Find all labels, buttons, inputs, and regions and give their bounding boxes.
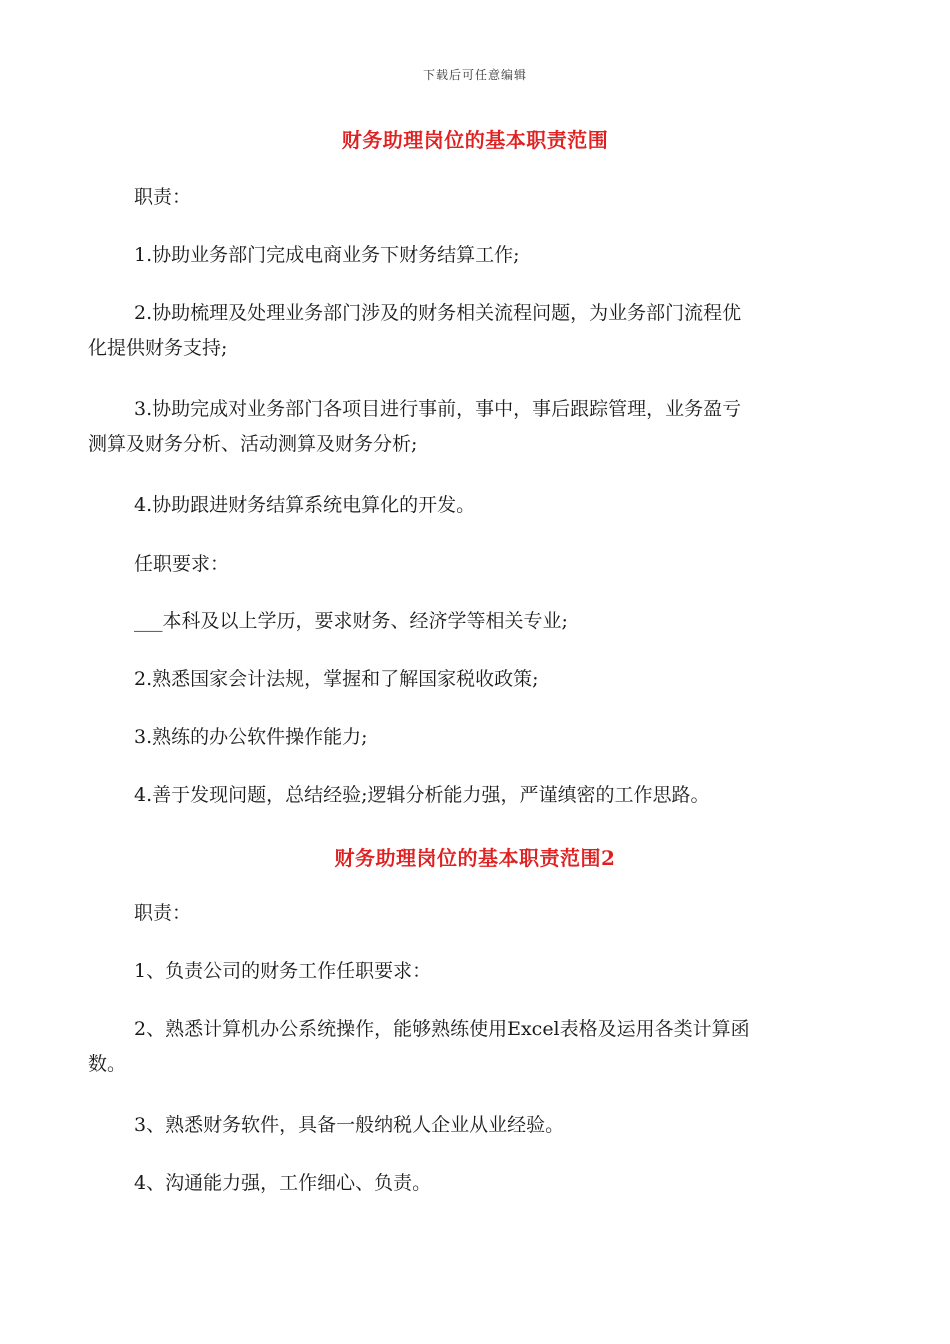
text-line: 数。 [88, 1053, 127, 1075]
text-line: 4.协助跟进财务结算系统电算化的开发。 [134, 494, 476, 516]
text-line: 化提供财务支持; [88, 337, 228, 359]
header-note: 下载后可任意编辑 [422, 68, 527, 82]
section1-title: 财务助理岗位的基本职责范围 [341, 128, 609, 152]
text-line: 2、熟悉计算机办公系统操作，能够熟练使用Excel表格及运用各类计算函 [134, 1018, 750, 1040]
section1-duty-1 [88, 238, 914, 273]
text-line: 4、沟通能力强，工作细心、负责。 [134, 1172, 432, 1194]
text-line: 1、负责公司的财务工作任职要求： [134, 960, 432, 982]
section2-duty-3 [88, 1108, 914, 1143]
section1-requirement-4: 4.善于发现问题，总结经验;逻辑分析能力强，严谨缜密的工作思路。 [134, 784, 710, 806]
section1-requirement-3: 3.熟练的办公软件操作能力; [134, 726, 368, 748]
section1-requirement-2: 2.熟悉国家会计法规，掌握和了解国家税收政策; [134, 668, 539, 690]
section1-requirement-1: ___本科及以上学历，要求财务、经济学等相关专业; [134, 610, 568, 632]
section2-duties-label: 职责： [134, 902, 192, 924]
section1-duty-2 [88, 296, 868, 366]
section2-duty-2 [88, 1012, 868, 1082]
text-line: 测算及财务分析、活动测算及财务分析; [88, 433, 418, 455]
text-line: 3.协助完成对业务部门各项目进行事前，事中，事后跟踪管理，业务盈亏 [134, 398, 742, 420]
text-line: 2.协助梳理及处理业务部门涉及的财务相关流程问题，为业务部门流程优 [134, 302, 742, 324]
section2-title: 财务助理岗位的基本职责范围2 [334, 846, 616, 870]
section1-duty-4 [88, 488, 914, 523]
section1-duties-label: 职责： [134, 186, 192, 208]
section2-duty-4 [88, 1166, 914, 1201]
section2-duty-1 [88, 954, 914, 989]
section1-requirements-label: 任职要求： [134, 553, 230, 575]
section1-duty-3 [88, 392, 868, 462]
text-line: 1.协助业务部门完成电商业务下财务结算工作; [134, 244, 520, 266]
text-line: 3、熟悉财务软件，具备一般纳税人企业从业经验。 [134, 1114, 565, 1136]
